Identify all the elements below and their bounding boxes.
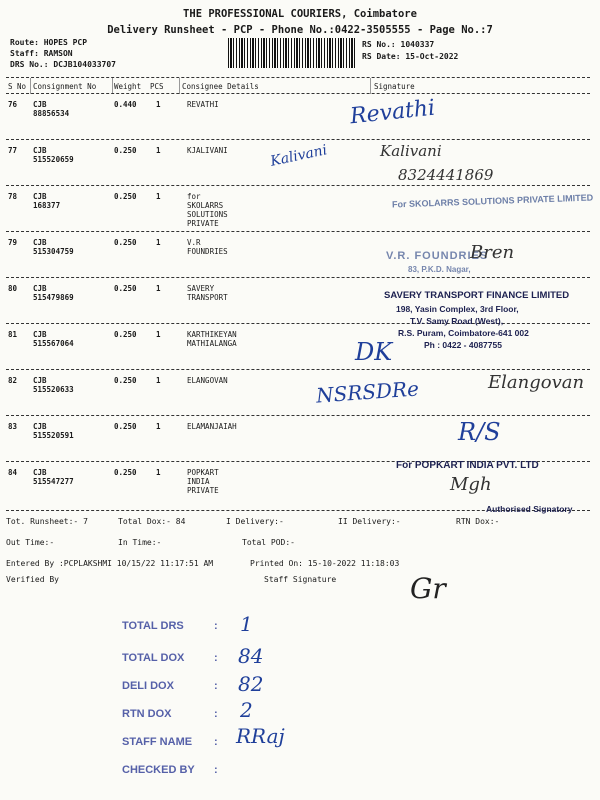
row-consignee: for SKOLARRS SOLUTIONS PRIVATE xyxy=(187,192,228,228)
row-sno: 76 xyxy=(8,100,18,109)
row-divider xyxy=(6,415,590,416)
summary-colon: : xyxy=(214,708,218,720)
row-weight: 0.250 xyxy=(114,330,137,339)
row-divider xyxy=(6,139,590,140)
company-stamp: V.R. FOUNDRIES xyxy=(386,250,489,262)
entered-by: Entered By :PCPLAKSHMI 10/15/22 11:17:51 AM xyxy=(6,559,214,568)
rs-date: RS Date: 15-Oct-2022 xyxy=(362,52,459,61)
handwritten-signature: Kalivani xyxy=(268,142,329,170)
stamp-address: 198, Yasin Complex, 3rd Floor, xyxy=(396,304,519,314)
company-stamp: For POPKART INDIA PVT. LTD xyxy=(396,460,539,471)
row-consignee: REVATHI xyxy=(187,100,219,109)
row-sno: 83 xyxy=(8,422,18,431)
row-weight: 0.250 xyxy=(114,146,137,155)
column-header-weight: Weight xyxy=(114,82,142,91)
row-consignment-no: CJB 88856534 xyxy=(33,100,70,118)
stamp-address: R.S. Puram, Coimbatore-641 002 xyxy=(398,328,529,338)
row-pcs: 1 xyxy=(156,468,161,477)
row-pcs: 1 xyxy=(156,376,161,385)
staff-label: Staff: RAMSON xyxy=(10,49,73,58)
rs-number: RS No.: 1040337 xyxy=(362,40,435,49)
staff-signature-label: Staff Signature xyxy=(264,575,337,584)
row-consignment-no: CJB 515520659 xyxy=(33,146,74,164)
row-weight: 0.250 xyxy=(114,376,137,385)
summary-value-rtn-dox: 2 xyxy=(240,698,253,722)
row-consignee: KJALIVANI xyxy=(187,146,228,155)
company-stamp: SAVERY TRANSPORT FINANCE LIMITED xyxy=(384,290,570,301)
handwritten-signature: Elangovan xyxy=(488,372,585,393)
row-consignee: KARTHIKEYAN MATHIALANGA xyxy=(187,330,237,348)
row-sno: 82 xyxy=(8,376,18,385)
row-consignment-no: CJB 515304759 xyxy=(33,238,74,256)
column-divider xyxy=(179,78,180,94)
summary-value-staff-name: RRaj xyxy=(236,724,285,748)
row-pcs: 1 xyxy=(156,146,161,155)
summary-label-staff-name: STAFF NAME xyxy=(122,736,193,748)
row-pcs: 1 xyxy=(156,192,161,201)
summary-label-rtn-dox: RTN DOX xyxy=(122,708,172,720)
summary-value-deli-dox: 82 xyxy=(238,672,264,696)
handwritten-signature: DK xyxy=(355,338,393,366)
row-weight: 0.250 xyxy=(114,468,137,477)
column-divider xyxy=(30,78,31,94)
ii-delivery: II Delivery:- xyxy=(338,517,401,526)
document-title: THE PROFESSIONAL COURIERS, Coimbatore xyxy=(183,8,417,20)
row-sno: 84 xyxy=(8,468,18,477)
row-consignee: SAVERY TRANSPORT xyxy=(187,284,228,302)
row-pcs: 1 xyxy=(156,284,161,293)
row-sno: 77 xyxy=(8,146,18,155)
row-weight: 0.440 xyxy=(114,100,137,109)
row-pcs: 1 xyxy=(156,100,161,109)
column-header-sno: S No xyxy=(8,82,27,91)
row-consignee: POPKART INDIA PRIVATE xyxy=(187,468,219,495)
row-consignee: V.R FOUNDRIES xyxy=(187,238,228,256)
row-pcs: 1 xyxy=(156,330,161,339)
row-weight: 0.250 xyxy=(114,238,137,247)
row-consignment-no: CJB 515567064 xyxy=(33,330,74,348)
summary-colon: : xyxy=(214,764,218,776)
column-header-consignment: Consignment No xyxy=(33,82,97,91)
row-divider xyxy=(6,369,590,370)
row-consignment-no: CJB 515520633 xyxy=(33,376,74,394)
runsheet-subtitle: Delivery Runsheet - PCP - Phone No.:0422-3505555 - Page No.:7 xyxy=(107,24,493,36)
summary-label-total-dox: TOTAL DOX xyxy=(122,652,185,664)
row-consignee: ELAMANJAIAH xyxy=(187,422,237,431)
summary-colon: : xyxy=(214,680,218,692)
stamp-authorised-signatory: Authorised Signatory xyxy=(486,504,573,514)
barcode-image xyxy=(228,38,356,68)
handwritten-signature: Revathi xyxy=(348,95,437,130)
row-divider xyxy=(6,277,590,278)
summary-label-total-drs: TOTAL DRS xyxy=(122,620,184,632)
rtn-dox: RTN Dox:- xyxy=(456,517,500,526)
drs-number: DRS No.: DCJB104033707 xyxy=(10,60,116,69)
row-sno: 80 xyxy=(8,284,18,293)
handwritten-signature: Gr xyxy=(410,572,446,605)
handwritten-phone: 8324441869 xyxy=(398,166,494,184)
printed-on: Printed On: 15-10-2022 11:18:03 xyxy=(250,559,400,568)
summary-label-deli-dox: DELI DOX xyxy=(122,680,174,692)
divider xyxy=(6,93,590,94)
row-weight: 0.250 xyxy=(114,422,137,431)
summary-value-total-drs: 1 xyxy=(240,612,253,636)
summary-label-checked-by: CHECKED BY xyxy=(122,764,195,776)
handwritten-signature: Bren xyxy=(470,242,515,263)
stamp-address: T.V. Samy Road (West), xyxy=(410,316,504,326)
summary-colon: : xyxy=(214,736,218,748)
summary-colon: : xyxy=(214,620,218,632)
row-divider xyxy=(6,185,590,186)
divider xyxy=(6,77,590,78)
row-weight: 0.250 xyxy=(114,192,137,201)
column-header-consignee: Consignee Details xyxy=(182,82,259,91)
handwritten-signature: R/S xyxy=(458,418,501,446)
row-divider xyxy=(6,231,590,232)
row-sno: 79 xyxy=(8,238,18,247)
tot-runsheet: Tot. Runsheet:- 7 xyxy=(6,517,88,526)
row-weight: 0.250 xyxy=(114,284,137,293)
column-divider xyxy=(370,78,371,94)
row-consignment-no: CJB 515479869 xyxy=(33,284,74,302)
row-pcs: 1 xyxy=(156,422,161,431)
column-header-pcs: PCS xyxy=(150,82,164,91)
row-consignment-no: CJB 168377 xyxy=(33,192,61,210)
out-time: Out Time:- xyxy=(6,538,55,547)
stamp-address: 83, P.K.D. Nagar, xyxy=(408,265,471,274)
column-divider xyxy=(112,78,113,94)
route-label: Route: HOPES PCP xyxy=(10,38,88,47)
total-pod: Total POD:- xyxy=(242,538,295,547)
summary-colon: : xyxy=(214,652,218,664)
i-delivery: I Delivery:- xyxy=(226,517,284,526)
summary-value-total-dox: 84 xyxy=(238,644,264,668)
handwritten-signature: NSRSDRe xyxy=(315,376,420,408)
row-consignment-no: CJB 515520591 xyxy=(33,422,74,440)
row-sno: 78 xyxy=(8,192,18,201)
row-pcs: 1 xyxy=(156,238,161,247)
column-header-signature: Signature xyxy=(374,82,415,91)
row-consignment-no: CJB 515547277 xyxy=(33,468,74,486)
row-consignee: ELANGOVAN xyxy=(187,376,228,385)
handwritten-signature: Mgh xyxy=(450,474,492,495)
handwritten-signature: Kalivani xyxy=(380,142,442,160)
stamp-address: Ph : 0422 - 4087755 xyxy=(424,340,502,350)
verified-by: Verified By xyxy=(6,575,59,584)
company-stamp: For SKOLARRS SOLUTIONS PRIVATE LIMITED xyxy=(391,192,594,210)
row-sno: 81 xyxy=(8,330,18,339)
total-dox: Total Dox:- 84 xyxy=(118,517,186,526)
in-time: In Time:- xyxy=(118,538,162,547)
